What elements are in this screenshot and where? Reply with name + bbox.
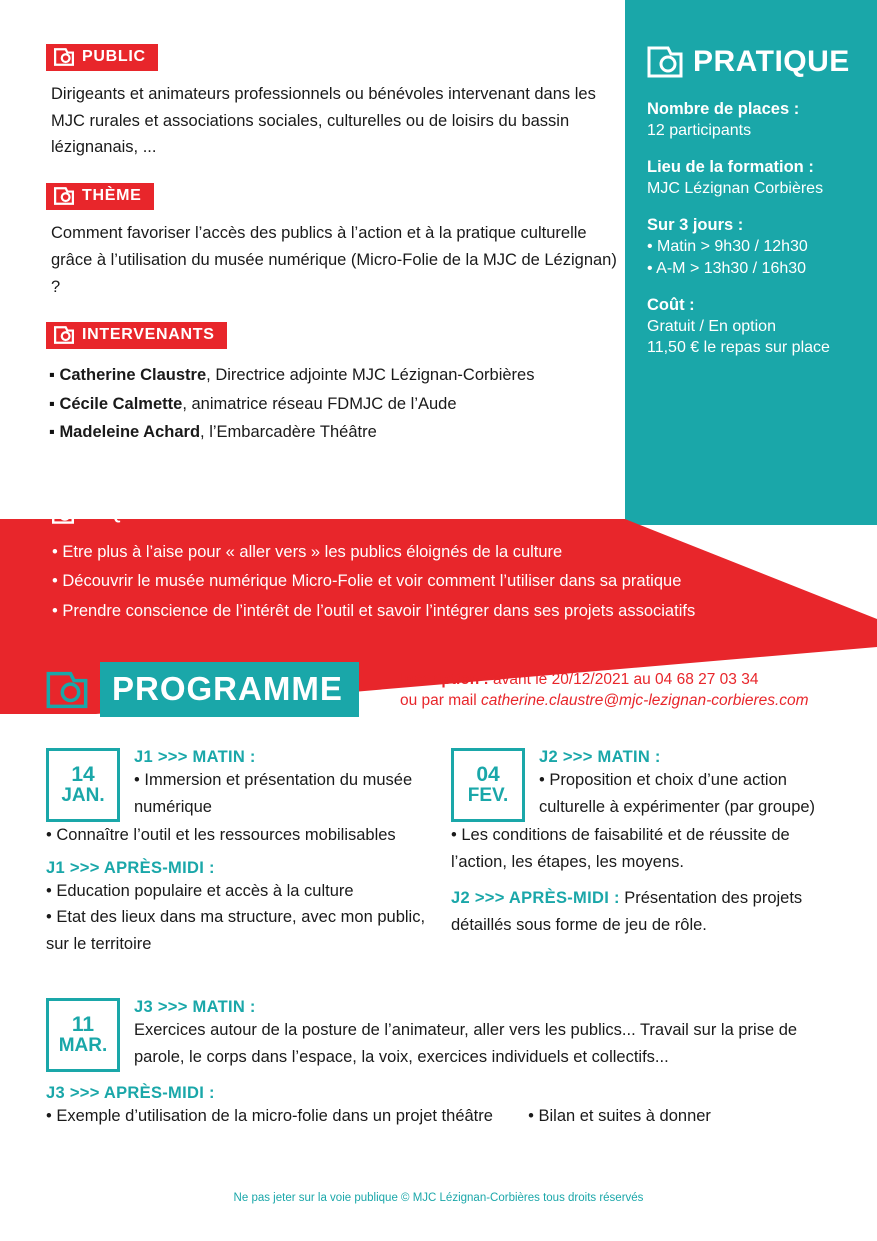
session-line-b: • Bilan et suites à donner bbox=[528, 1106, 711, 1125]
public-label: PUBLIC bbox=[82, 48, 146, 65]
logo-mark-icon bbox=[54, 187, 74, 205]
speaker-name: Cécile Calmette bbox=[59, 394, 183, 413]
session-line: Exercices autour de la posture de l’animateur, aller vers les publics... Travail sur la prise de parole, le corps dans l’espace, la voix, exercices individuels et collectifs... bbox=[134, 1020, 798, 1066]
list-item: • Prendre conscience de l’intérêt de l’outil et savoir l’intégrer dans ses projets associatifs bbox=[52, 597, 852, 626]
date-day: 04 bbox=[476, 763, 500, 786]
pratique-value: MJC Lézignan Corbières bbox=[647, 179, 824, 197]
pratique-value: • A-M > 13h30 / 16h30 bbox=[647, 259, 807, 277]
theme-tag bbox=[46, 183, 154, 210]
pratique-body bbox=[647, 99, 855, 359]
programme-row bbox=[46, 998, 836, 1130]
pratique-title: PRATIQUE bbox=[693, 45, 850, 78]
date-day: 11 bbox=[71, 1012, 95, 1036]
session-line: • Education populaire et accès à la culture bbox=[46, 881, 354, 900]
list-item bbox=[49, 390, 618, 418]
pratique-value: 12 participants bbox=[647, 121, 752, 139]
logo-mark-icon bbox=[46, 671, 88, 709]
programme-day-3 bbox=[46, 998, 836, 1130]
session-line-a: • Exemple d’utilisation de la micro-folie dans un projet théâtre bbox=[46, 1106, 493, 1125]
date-badge bbox=[46, 748, 120, 822]
speaker-role: , animatrice réseau FDMJC de l’Aude bbox=[182, 394, 457, 413]
speaker-name: Madeleine Achard bbox=[59, 423, 201, 442]
pratique-value: Gratuit / En option bbox=[647, 317, 776, 335]
session-afternoon bbox=[451, 885, 836, 938]
logo-mark-icon bbox=[54, 48, 74, 66]
speaker-name: Catherine Claustre bbox=[59, 366, 207, 385]
pratique-value: • Matin > 9h30 / 12h30 bbox=[647, 238, 808, 256]
date-badge bbox=[451, 748, 525, 822]
pratique-label: Nombre de places : bbox=[647, 100, 800, 118]
date-badge bbox=[46, 998, 120, 1072]
pratique-panel bbox=[625, 0, 877, 525]
footer-text: Ne pas jeter sur la voie publique © MJC Lézignan-Corbières tous droits réservés bbox=[233, 1192, 644, 1204]
programme-grid bbox=[46, 748, 836, 1130]
session-line: • Connaître l’outil et les ressources mobilisables bbox=[46, 826, 396, 844]
date-month: JAN. bbox=[61, 785, 105, 807]
session-afternoon bbox=[46, 1084, 836, 1130]
intervenants-label: INTERVENANTS bbox=[82, 326, 215, 344]
inscription-block bbox=[400, 670, 870, 712]
pratique-block bbox=[647, 295, 855, 359]
session-morning bbox=[451, 748, 836, 875]
pratique-value: 11,50 € le repas sur place bbox=[647, 339, 830, 357]
session-line bbox=[46, 1103, 836, 1130]
programme-day-1 bbox=[46, 748, 431, 958]
inscription-text-2: ou par mail bbox=[400, 691, 481, 709]
acquisitions-label: ACQUISITIONS VISÉES bbox=[83, 504, 284, 523]
speaker-role: , Directrice adjointe MJC Lézignan-Corbières bbox=[206, 366, 535, 385]
session-title: J1 >>> APRÈS-MIDI : bbox=[46, 858, 215, 877]
public-tag bbox=[46, 44, 158, 71]
date-month: MAR. bbox=[58, 1034, 108, 1056]
intervenants-tag bbox=[46, 322, 227, 349]
inscription-label: Inscription : bbox=[400, 671, 489, 688]
programme-title: PROGRAMME bbox=[112, 670, 343, 707]
acquisitions-header bbox=[52, 504, 283, 524]
session-line: • Les conditions de faisabilité et de réussite de l’action, les étapes, les moyens. bbox=[451, 826, 790, 871]
session-title: J2 >>> MATIN : bbox=[539, 748, 661, 766]
programme-row bbox=[46, 748, 836, 958]
inscription-text: avant le 20/12/2021 au 04 68 27 03 34 bbox=[493, 671, 759, 688]
session-afternoon bbox=[46, 859, 431, 958]
session-title: J3 >>> MATIN : bbox=[134, 997, 256, 1016]
logo-mark-icon bbox=[52, 504, 74, 524]
session-title: J1 >>> MATIN : bbox=[134, 748, 256, 766]
programme-header bbox=[46, 662, 359, 717]
pratique-block bbox=[647, 99, 855, 141]
pratique-block bbox=[647, 157, 855, 199]
session-line: Présentation des projets détaillés sous forme de jeu de rôle. bbox=[451, 889, 803, 935]
session-line: • Etat des lieux dans ma structure, avec mon public, sur le territoire bbox=[46, 908, 426, 954]
theme-text: Comment favoriser l’accès des publics à l’action et à la pratique culturelle grâce à l’utilisation du musée numérique (Micro-Folie de la MJC de Lézignan) ? bbox=[51, 224, 617, 296]
intervenants-list bbox=[49, 361, 618, 446]
pratique-label: Coût : bbox=[647, 296, 695, 315]
list-item bbox=[49, 361, 618, 389]
list-item bbox=[49, 418, 618, 446]
date-month: FEV. bbox=[467, 785, 509, 807]
list-item: • Etre plus à l’aise pour « aller vers » les publics éloignés de la culture bbox=[52, 538, 852, 567]
pratique-label: Lieu de la formation : bbox=[647, 158, 814, 177]
logo-mark-icon bbox=[54, 326, 74, 344]
session-morning bbox=[46, 748, 431, 849]
pratique-header bbox=[647, 45, 877, 79]
list-item: • Découvrir le musée numérique Micro-Folie et voir comment l’utiliser dans sa pratique bbox=[52, 567, 852, 596]
session-title: J2 >>> APRÈS-MIDI : bbox=[451, 889, 620, 908]
session-title: J3 >>> APRÈS-MIDI : bbox=[46, 1083, 215, 1102]
acquisitions-list bbox=[52, 538, 852, 626]
session-morning bbox=[46, 998, 836, 1072]
inscription-email[interactable]: catherine.claustre@mjc-lezignan-corbieres.com bbox=[480, 691, 809, 709]
session-line: • Proposition et choix d’une action culturelle à expérimenter (par groupe) bbox=[539, 771, 816, 816]
logo-mark-icon bbox=[647, 46, 683, 78]
left-column bbox=[46, 44, 618, 446]
public-text: Dirigeants et animateurs professionnels ou bénévoles intervenant dans les MJC rurales et associations sociales, culturelles ou de loisirs du bassin lézignanais, ... bbox=[51, 85, 596, 157]
pratique-label: Sur 3 jours : bbox=[647, 216, 744, 235]
programme-day-2 bbox=[451, 748, 836, 958]
date-day: 14 bbox=[71, 763, 95, 786]
pratique-block bbox=[647, 215, 855, 279]
programme-badge bbox=[100, 662, 359, 717]
speaker-role: , l’Embarcadère Théâtre bbox=[200, 423, 377, 442]
theme-label: THÈME bbox=[82, 187, 142, 205]
session-line: • Immersion et présentation du musée numérique bbox=[134, 771, 413, 816]
